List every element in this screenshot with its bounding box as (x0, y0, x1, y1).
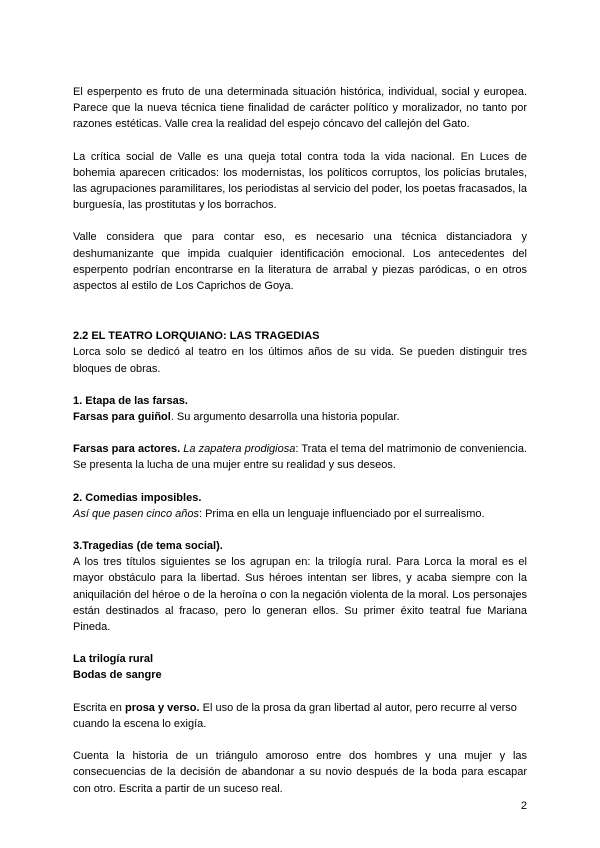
comedias-title: Así que pasen cinco años (73, 507, 199, 520)
trilogia-heading: La trilogía rural (73, 653, 154, 666)
comedias-text (73, 506, 527, 522)
comedias-heading: 2. Comedias imposibles. (73, 491, 202, 504)
farsas-heading: 1. Etapa de las farsas. (73, 394, 188, 407)
document-page (73, 84, 527, 797)
page-number: 2 (520, 800, 527, 812)
farsas-actores (73, 441, 527, 473)
paragraph-tecnica: Valle considera que para contar eso, es necesario una técnica distanciadora y deshumanizante que impida cualquier identificación emocional. Los antecedentes del esperpento podrían encontrarse en la literatura de arrabal y piezas paródicas, o en otros aspectos al estilo de Los Caprichos de Goya. (73, 231, 527, 293)
farsas-guinol-text: . Su argumento desarrolla una historia popular. (170, 411, 400, 424)
section-heading: 2.2 EL TEATRO LORQUIANO: LAS TRAGEDIAS (73, 330, 320, 343)
escrita-pre: Escrita en (73, 701, 125, 714)
farsas-guinol-label: Farsas para guiñol (73, 411, 171, 424)
farsas-actores-label: Farsas para actores. (73, 443, 181, 456)
escrita-post: El uso de la prosa da gran libertad al autor, pero recurre al verso cuando la escena lo exigía. (73, 701, 517, 730)
cuenta-paragraph: Cuenta la historia de un triángulo amoroso entre dos hombres y una mujer y las consecuencias de la decisión de abandonar a su novio después de la boda para escapar con otro. Escrita a partir de un suceso real. (73, 750, 527, 795)
tragedias-heading: 3.Tragedias (de tema social). (73, 540, 223, 553)
escrita-paragraph (73, 700, 527, 732)
bodas-heading: Bodas de sangre (73, 669, 162, 682)
tragedias-text: A los tres títulos siguientes se los agrupan en: la trilogía rural. Para Lorca la moral es el mayor obstáculo para la libertad. Sus héroes intentan ser libres, y acaba siempre con la aniquilación del héroe o de la heroína o con la negación violenta de la moral. Los personajes están destinados al fracaso, pero lo generan ellos. Su primer éxito teatral fue Mariana Pineda. (73, 556, 527, 634)
comedias-description: : Prima en ella un lenguaje influenciado por el surrealismo. (198, 507, 485, 520)
escrita-bold: prosa y verso. (124, 701, 200, 714)
section-intro: Lorca solo se dedicó al teatro en los últimos años de su vida. Se pueden distinguir tres bloques de obras. (73, 346, 527, 375)
farsas-actores-text: : Trata el tema del matrimonio de conveniencia. Se presenta la lucha de una mujer entre su realidad y sus deseos. (73, 443, 527, 472)
paragraph-critica-social: La crítica social de Valle es una queja total contra toda la vida nacional. En Luces de bohemia aparecen criticados: los modernistas, los políticos corruptos, los policías brutales, las agrupaciones paramilitares, los periodistas al servicio del poder, los poetas fracasados, la burguesía, las prostitutas y los borrachos. (73, 150, 527, 212)
farsas-actores-title: La zapatera prodigiosa (183, 443, 296, 456)
paragraph-esperpento: El esperpento es fruto de una determinada situación histórica, individual, social y europea. Parece que la nueva técnica tiene finalidad de carácter político y moralizador, no tanto por razones estéticas. Valle crea la realidad del espejo cóncavo del callejón del Gato. (73, 86, 527, 131)
farsas-guinol (73, 409, 527, 425)
